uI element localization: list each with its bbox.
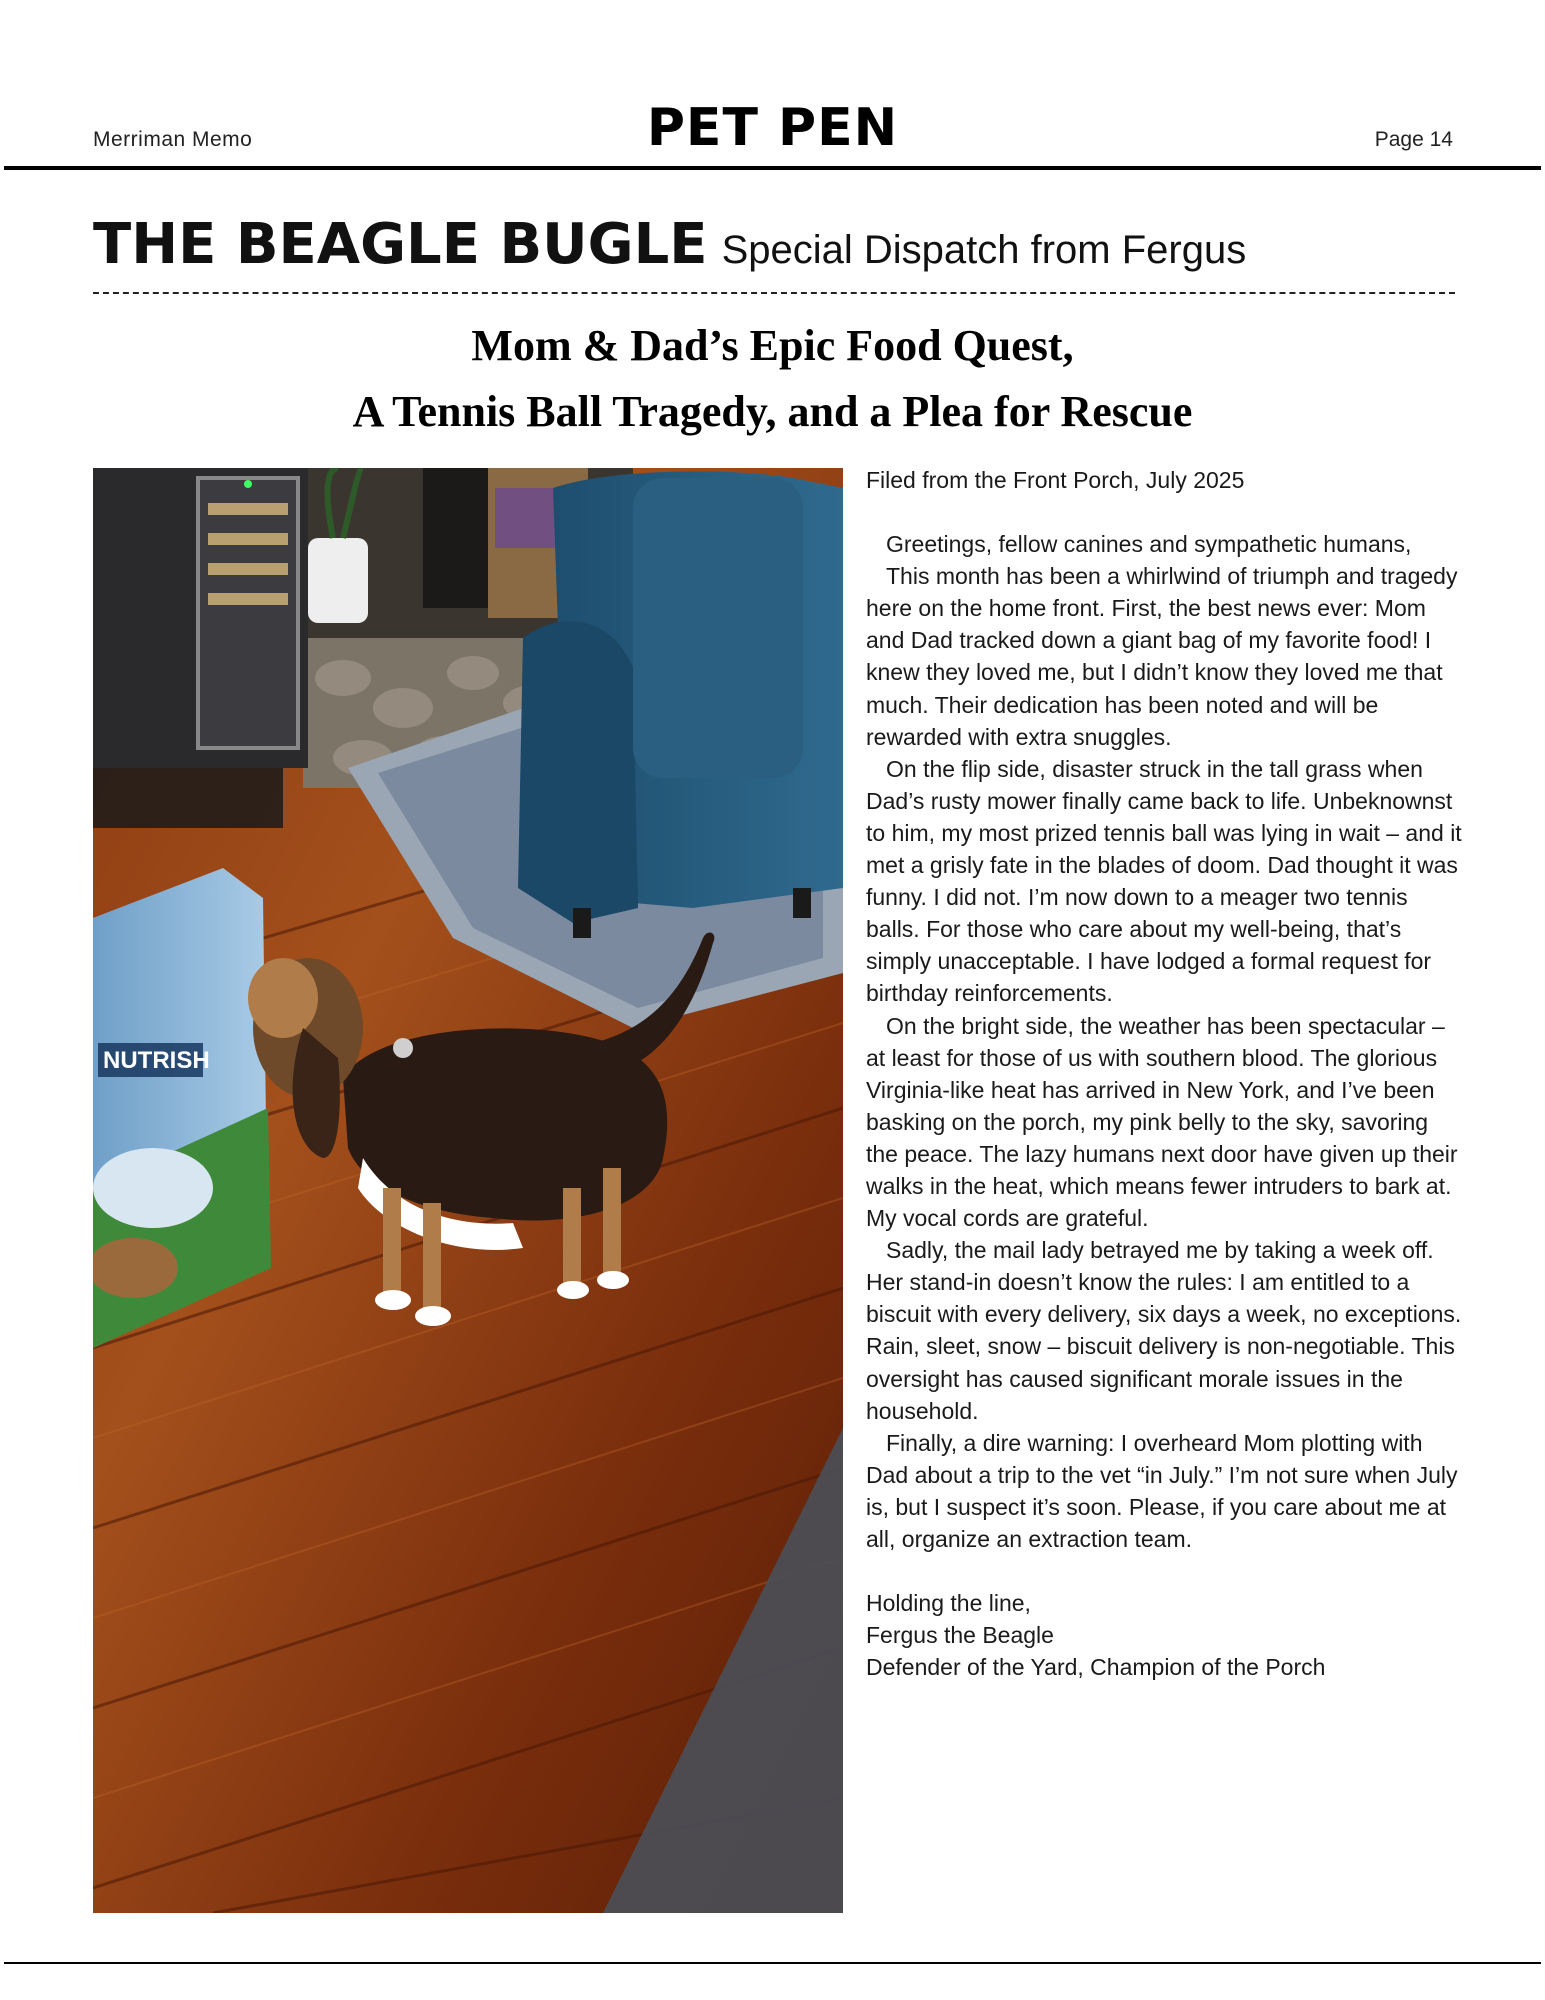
bag-brand-text: NUTRISH — [103, 1047, 210, 1074]
article-paragraph: This month has been a whirlwind of triumph and tragedy here on the home front. First, the best news ever: Mom and Dad tracked down a giant bag of my favorite food! I knew they loved me, but I didn’t know they loved me that much. Their dedication has been noted and will be rewarded with extra snuggles. — [866, 563, 1458, 750]
article-signature-title: Defender of the Yard, Champion of the Porch — [866, 1654, 1326, 1681]
article-paragraph: On the bright side, the weather has been spectacular – at least for those of us with southern blood. The glorious Virginia-like heat has arrived in New York, and I’ve been basking on the porch, my pink belly to the sky, savoring the peace. The lazy humans next door have given up their walks in the heat, which means fewer intruders to bark at. My vocal cords are grateful. — [866, 1012, 1458, 1232]
article-paragraph: Sadly, the mail lady betrayed me by taking a week off. Her stand-in doesn’t know the rules: I am entitled to a biscuit with every delivery, six days a week, no exceptions. Rain, sleet, snow – biscuit delivery is non-negotiable. This oversight has caused significant morale issues in the household. — [866, 1237, 1462, 1424]
article-dateline: Filed from the Front Porch, July 2025 — [866, 467, 1245, 493]
header-rule — [4, 166, 1541, 170]
article-paragraph: On the flip side, disaster struck in the tall grass when Dad’s rusty mower finally came back to life. Unbeknownst to him, my most prized tennis ball was lying in wait – and it met a grisly fate in the blades of doom. Dad thought it was funny. I did not. I’m now down to a meager two tennis balls. For those who care about my well-being, that’s simply unacceptable. I have lodged a formal request for birthday reinforcements. — [866, 755, 1462, 1007]
article-body — [866, 464, 1466, 1683]
article-paragraph: Finally, a dire warning: I overheard Mom plotting with Dad about a trip to the vet “in July.” I’m not sure when July is, but I suspect it’s soon. Please, if you care about me at all, organize an extraction team. — [866, 1429, 1458, 1552]
section-title: PET PEN — [646, 98, 899, 158]
article-greeting: Greetings, fellow canines and sympathetic humans, — [886, 531, 1412, 558]
column-title: THE BEAGLE BUGLE — [93, 212, 708, 277]
publication-name: Merriman Memo — [93, 128, 253, 151]
column-title-row — [93, 212, 1246, 277]
headline-line-2: A Tennis Ball Tragedy, and a Plea for Rescue — [352, 387, 1193, 436]
footer-rule — [4, 1962, 1541, 1964]
article-closing: Holding the line, — [866, 1590, 1031, 1617]
article-signature: Fergus the Beagle — [866, 1622, 1054, 1649]
column-subtitle: Special Dispatch from Fergus — [721, 228, 1247, 272]
headline-line-1: Mom & Dad’s Epic Food Quest, — [471, 321, 1074, 370]
page-number: Page 14 — [1374, 128, 1453, 151]
beagle-photo — [93, 468, 843, 1913]
dashed-divider — [93, 292, 1455, 294]
